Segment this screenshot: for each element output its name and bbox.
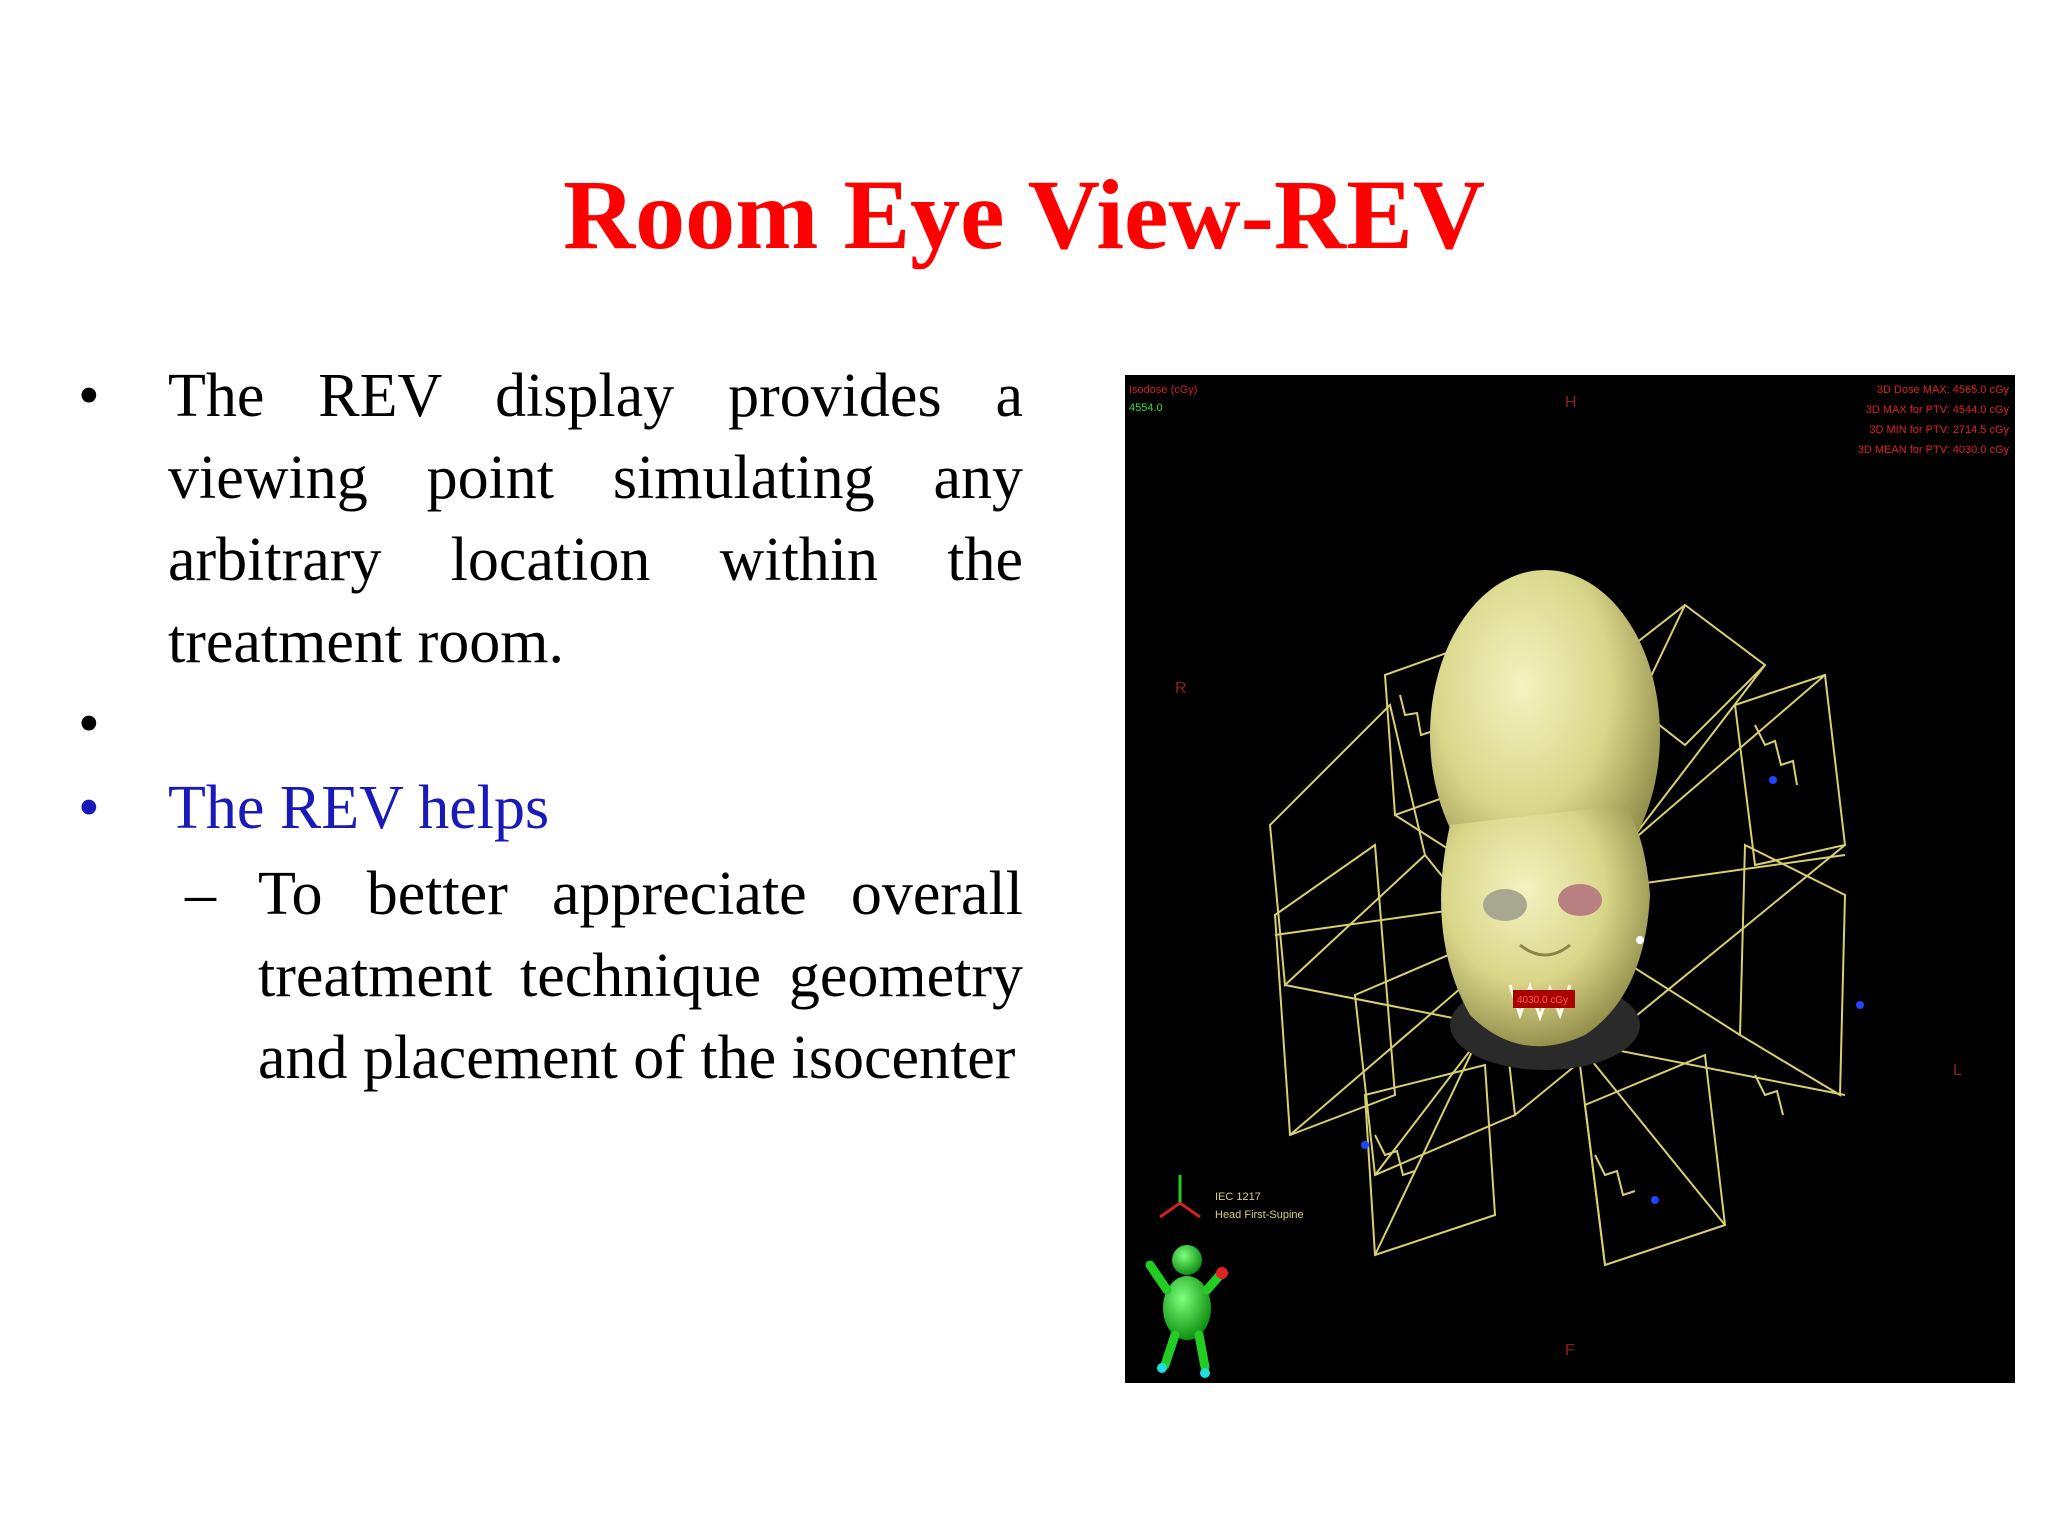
sub-bullet-text: To better appreciate overall treatment technique geometry and placement of the isocenter xyxy=(258,860,1023,1092)
orientation-foot: F xyxy=(1565,1342,1575,1359)
coordinate-system-label: IEC 1217 xyxy=(1215,1191,1261,1203)
orientation-left: L xyxy=(1953,1062,1962,1079)
dose-max-label: 3D Dose MAX: 4565.0 cGy xyxy=(1876,384,2009,396)
bullet-marker: • xyxy=(78,774,100,842)
bullet-item-empty xyxy=(78,683,1023,765)
bullet-item-rev-helps xyxy=(78,767,1023,849)
bullet-marker: • xyxy=(78,690,100,758)
sub-bullet-item xyxy=(78,853,1023,1099)
rev-rendering-image xyxy=(1125,375,2015,1383)
bullet-text: The REV display provides a viewing point simulating any arbitrary location within the treatment room. xyxy=(168,362,1023,676)
patient-orientation-label: Head First-Supine xyxy=(1215,1209,1304,1221)
ptv-min-label: 3D MIN for PTV: 2714.5 cGy xyxy=(1869,424,2009,436)
ptv-max-label: 3D MAX for PTV: 4544.0 cGy xyxy=(1865,404,2009,416)
isodose-value: 4554.0 xyxy=(1129,402,1163,414)
slide-title: Room Eye View-REV xyxy=(562,159,1486,270)
head-model xyxy=(1430,570,1660,1046)
orientation-head: H xyxy=(1565,394,1577,411)
sub-bullet-marker: – xyxy=(185,860,216,928)
orientation-right: R xyxy=(1175,680,1187,697)
dose-tag: 4030.0 cGy xyxy=(1517,995,1569,1006)
bullet-text: The REV helps xyxy=(168,774,550,842)
ptv-mean-label: 3D MEAN for PTV: 4030.0 cGy xyxy=(1857,444,2009,456)
isodose-label: Isodose (cGy) xyxy=(1129,384,1198,396)
bullet-marker: • xyxy=(78,362,100,430)
rev-rendering-svg xyxy=(1125,375,2015,1383)
bullet-list xyxy=(78,355,1023,1099)
bullet-item xyxy=(78,355,1023,683)
